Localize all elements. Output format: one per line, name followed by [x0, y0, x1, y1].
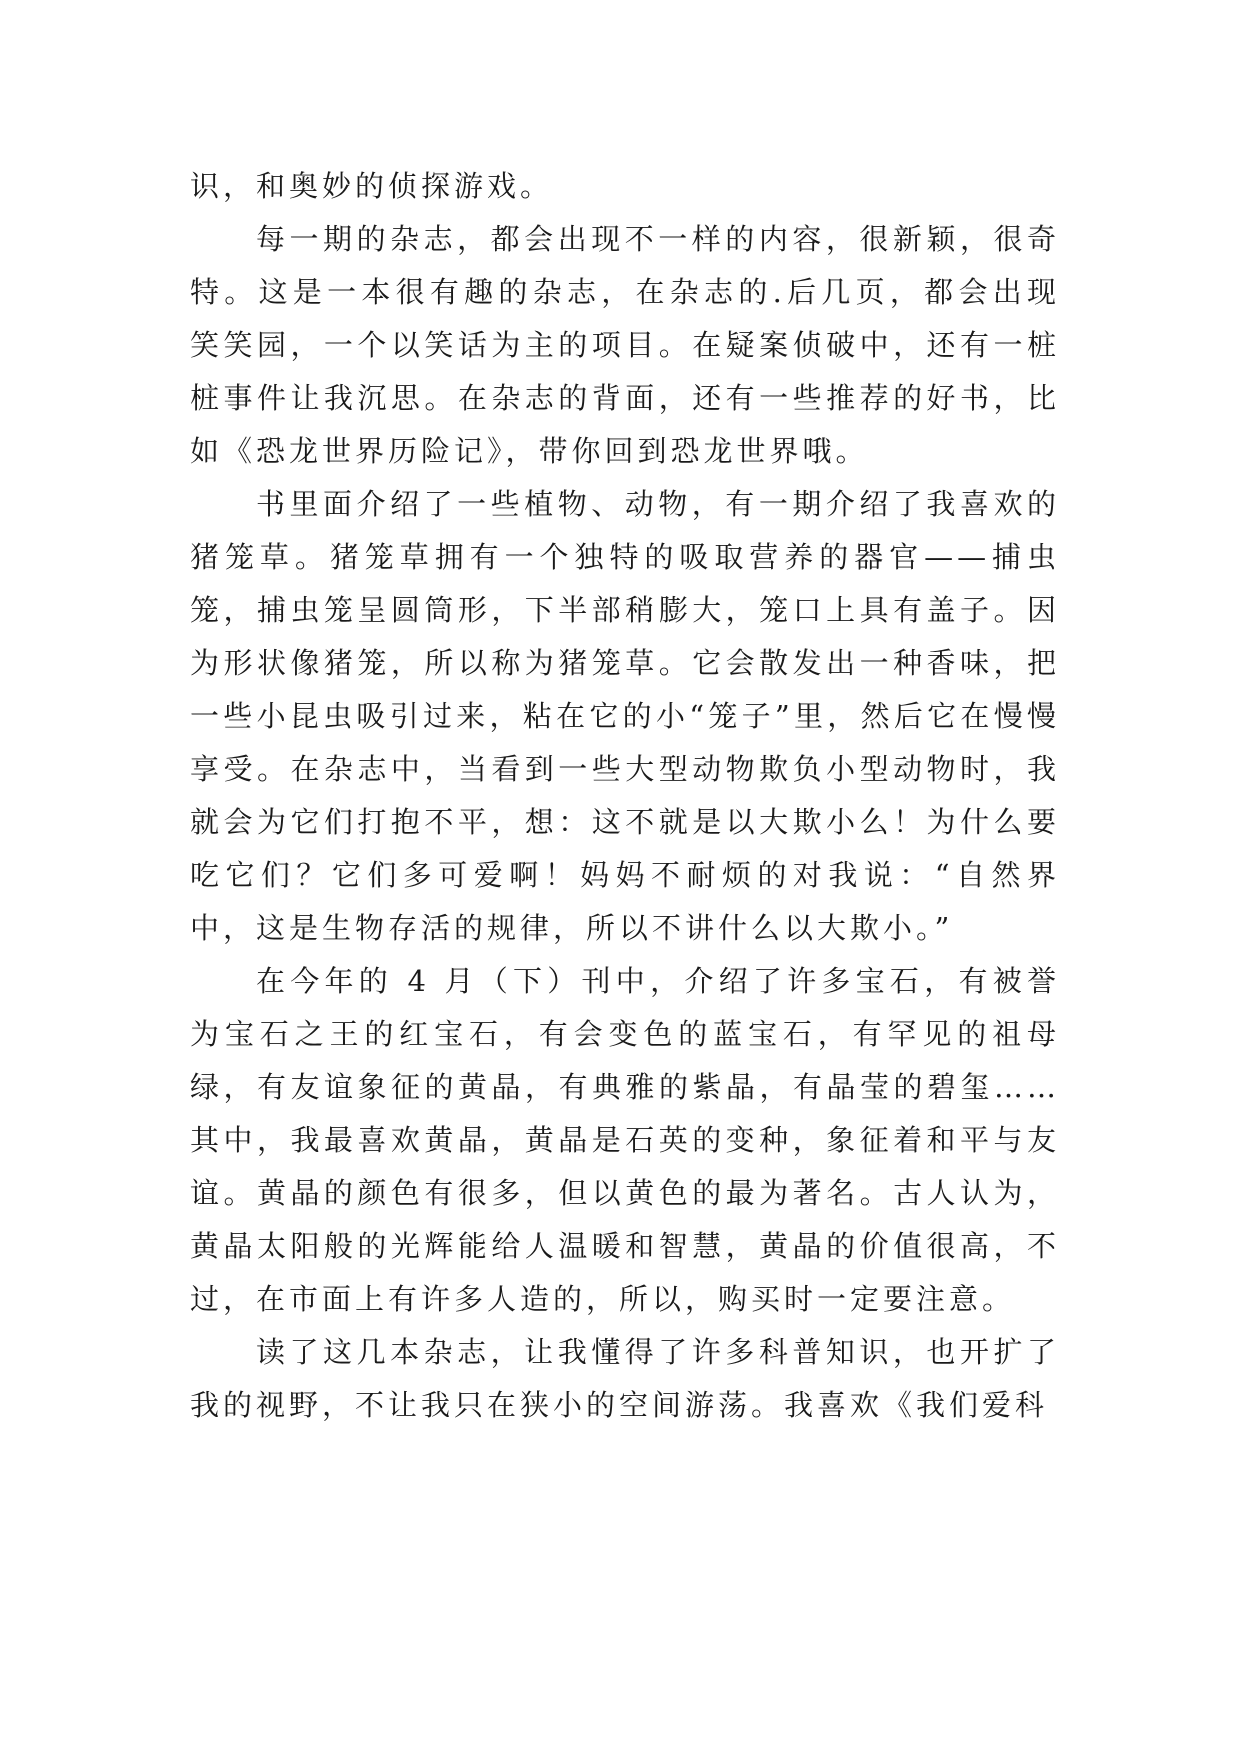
- paragraph-gemstones: 在今年的 4 月（下）刊中，介绍了许多宝石，有被誉为宝石之王的红宝石，有会变色的蓝宝石，有罕见的祖母绿，有友谊象征的黄晶，有典雅的紫晶，有晶莹的碧玺……其中，我最喜欢黄晶，黄晶是石英的变种，象征着和平与友谊。黄晶的颜色有很多，但以黄色的最为著名。古人认为，黄晶太阳般的光辉能给人温暖和智慧，黄晶的价值很高，不过，在市面上有许多人造的，所以，购买时一定要注意。: [190, 964, 1060, 1316]
- paragraph-conclusion: 读了这几本杂志，让我懂得了许多科普知识，也开扩了我的视野，不让我只在狭小的空间游荡。我喜欢《我们爱科: [190, 1335, 1060, 1422]
- document-body: [190, 160, 1060, 1432]
- paragraph-magazine-content: 每一期的杂志，都会出现不一样的内容，很新颖，很奇特。这是一本很有趣的杂志，在杂志的.后几页，都会出现笑笑园，一个以笑话为主的项目。在疑案侦破中，还有一桩桩事件让我沉思。在杂志的背面，还有一些推荐的好书，比如《恐龙世界历险记》，带你回到恐龙世界哦。: [190, 222, 1060, 468]
- paragraph-continuation: 识，和奥妙的侦探游戏。: [190, 169, 554, 203]
- paragraph-pitcher-plant: 书里面介绍了一些植物、动物，有一期介绍了我喜欢的猪笼草。猪笼草拥有一个独特的吸取营养的器官——捕虫笼，捕虫笼呈圆筒形，下半部稍膨大，笼口上具有盖子。因为形状像猪笼，所以称为猪笼草。它会散发出一种香味，把一些小昆虫吸引过来，粘在它的小“笼子”里，然后它在慢慢享受。在杂志中，当看到一些大型动物欺负小型动物时，我就会为它们打抱不平，想：这不就是以大欺小么！为什么要吃它们？它们多可爱啊！妈妈不耐烦的对我说：“自然界中，这是生物存活的规律，所以不讲什么以大欺小。”: [190, 487, 1060, 945]
